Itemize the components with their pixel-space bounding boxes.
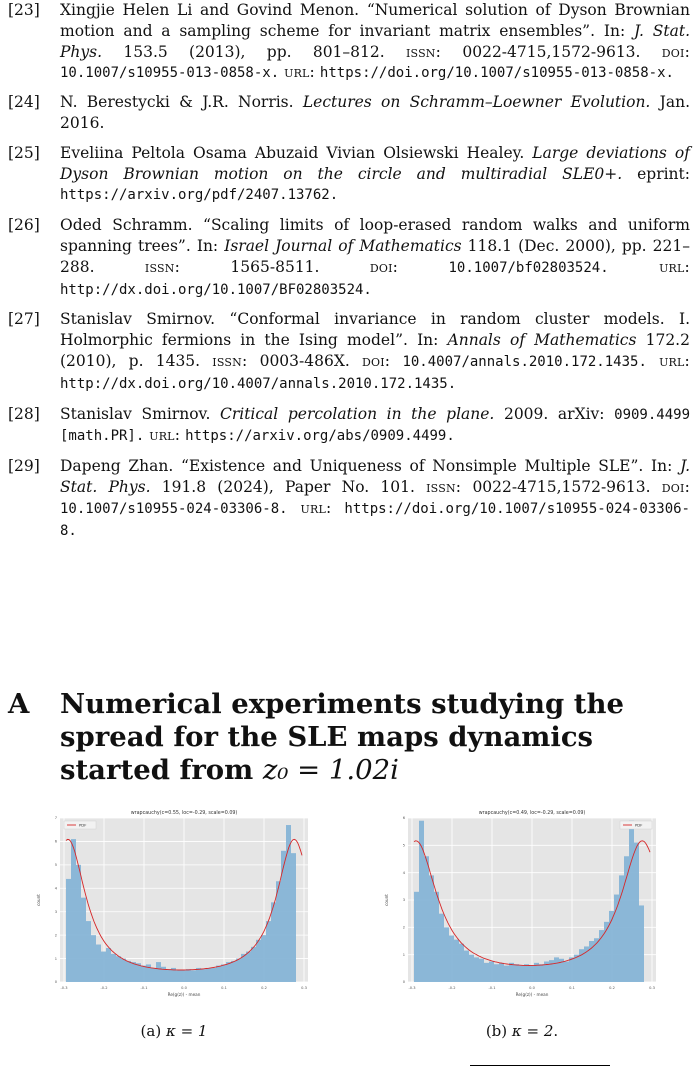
- histogram-bar: [604, 922, 609, 982]
- y-tick-label: 6: [54, 839, 57, 844]
- histogram-bar: [81, 898, 86, 982]
- histogram-bar: [101, 952, 106, 982]
- y-tick-label: 0: [402, 980, 405, 985]
- y-tick-label: 6: [402, 816, 405, 821]
- caption-b: (b) κ = 2.: [485, 1022, 559, 1040]
- histogram-bar: [76, 865, 81, 982]
- section-title: Numerical experiments studying the spread for the SLE maps dynamics started from z₀ = 1.02i: [60, 688, 624, 786]
- histogram-bar: [504, 966, 509, 982]
- reference-url[interactable]: https://doi.org/10.1007/s10955-024-03306-8.: [60, 500, 690, 539]
- footnote-rule: [470, 1065, 610, 1066]
- x-tick-label: 0.3: [301, 986, 307, 990]
- y-tick-label: 0: [54, 980, 57, 985]
- histogram-bar: [216, 966, 221, 982]
- reference-doi[interactable]: 10.1007/bf02803524.: [448, 259, 609, 276]
- histogram-bar: [479, 959, 484, 982]
- x-tick-label: 0.3: [649, 986, 655, 990]
- histogram-bar: [131, 962, 136, 982]
- histogram-bar: [231, 961, 236, 982]
- histogram-bar: [71, 839, 76, 982]
- reference-title: Critical percolation in the plane.: [219, 404, 495, 423]
- reference-27: [27] Stanislav Smirnov. “Conformal invariance in random cluster models. I. Holmorphic fermions in the Ising model”. In: Annals of Mathematics 172.2 (2010), p. 1435. issn: 0003-486X. doi: 10.4007/annals.2010.172.1435. url: http://dx.doi.org/10.4007/annals.2010.172.1435.: [8, 310, 690, 392]
- legend-label: PDF: [79, 822, 87, 828]
- x-tick-label: -0.3: [408, 986, 416, 990]
- reference-issn: 1565-8511.: [230, 257, 320, 276]
- histogram-bar: [281, 851, 286, 982]
- reference-journal: Annals of Mathematics: [447, 331, 637, 350]
- histogram-bar: [271, 902, 276, 982]
- reference-journal: Israel Journal of Mathematics: [224, 236, 462, 255]
- reference-28: [28] Stanislav Smirnov. Critical percolation in the plane. 2009. arXiv: 0909.4499 [math.PR]. url: https://arxiv.org/abs/0909.4499.: [8, 404, 690, 445]
- y-axis-label: count: [36, 894, 41, 906]
- chart-title: wrapcauchy(c=0.49, loc=-0.29, scale=0.09): [478, 811, 586, 816]
- x-tick-label: 0.2: [609, 986, 615, 990]
- reference-issn: 0003-486X.: [259, 351, 350, 370]
- x-tick-label: 0.1: [221, 986, 227, 990]
- reference-number: [28]: [8, 404, 40, 423]
- x-tick-label: 0.1: [569, 986, 575, 990]
- y-tick-label: 4: [402, 870, 405, 875]
- reference-url[interactable]: http://dx.doi.org/10.1007/BF02803524.: [60, 281, 372, 298]
- histogram-bar: [211, 968, 216, 982]
- reference-journal: J. Stat. Phys.: [60, 457, 690, 496]
- reference-authors: Dapeng Zhan.: [60, 457, 174, 476]
- histogram-bar: [464, 951, 469, 982]
- reference-number: [25]: [8, 143, 40, 162]
- histogram-bar: [246, 952, 251, 982]
- figure-b: [378, 800, 666, 1006]
- histogram-bar: [196, 968, 201, 982]
- reference-title: “Numerical solution of Dyson Brownian motion and a sampling scheme for invariant matrix ensembles”.: [60, 1, 690, 40]
- histogram-bar: [539, 964, 544, 982]
- reference-arxiv[interactable]: 0909.4499 [math.PR].: [60, 406, 690, 445]
- histogram-bar: [564, 962, 569, 983]
- histogram-bar: [629, 821, 634, 982]
- reference-title: Lectures on Schramm–Loewner Evolution.: [302, 93, 651, 112]
- reference-issn: 0022-4715,1572-9613.: [472, 477, 651, 496]
- histogram-bar: [86, 921, 91, 982]
- reference-25: [25] Eveliina Peltola Osama Abuzaid Vivian Olsiewski Healey. Large deviations of Dyson Brownian motion on the circle and multiradial SLE0+. eprint: https://arxiv.org/pdf/2407.13762.: [8, 143, 690, 204]
- section-math: z₀ = 1.02i: [262, 754, 399, 786]
- histogram-bar: [241, 954, 246, 982]
- histogram-bar: [414, 892, 419, 982]
- x-tick-label: -0.1: [488, 986, 496, 990]
- histogram-bar: [499, 963, 504, 982]
- x-tick-label: 0.2: [261, 986, 267, 990]
- x-tick-label: 0.0: [529, 986, 535, 990]
- x-tick-label: -0.1: [140, 986, 148, 990]
- reference-url[interactable]: https://doi.org/10.1007/s10955-013-0858-x.: [319, 65, 674, 82]
- reference-url[interactable]: https://arxiv.org/abs/0909.4499.: [185, 428, 455, 445]
- histogram-bar: [554, 957, 559, 982]
- histogram-bar: [276, 881, 281, 982]
- histogram-bar: [449, 936, 454, 982]
- y-tick-label: 4: [54, 886, 57, 891]
- histogram-bar: [509, 963, 514, 982]
- histogram-bar: [191, 970, 196, 982]
- histogram-bar: [514, 964, 519, 982]
- reference-title: “Conformal invariance in random cluster models. I. Holmorphic fermions in the Ising model”.: [60, 310, 690, 350]
- histogram-bar: [106, 948, 111, 982]
- legend-label: PDF: [635, 822, 643, 828]
- histogram-bar: [186, 969, 191, 982]
- y-tick-label: 5: [54, 863, 57, 868]
- histogram-bar: [619, 875, 624, 982]
- histogram-bar: [266, 921, 271, 982]
- reference-title: “Existence and Uniqueness of Nonsimple Multiple SLE”.: [180, 457, 644, 476]
- x-tick-label: -0.2: [100, 986, 108, 990]
- histogram-bar: [494, 964, 499, 982]
- histogram-bar: [589, 941, 594, 982]
- histogram-bar: [256, 940, 261, 982]
- histogram-bar: [434, 892, 439, 982]
- histogram-chart-a: [30, 800, 318, 1006]
- reference-issn: 0022-4715,1572-9613.: [462, 42, 641, 61]
- histogram-bar: [569, 957, 574, 982]
- reference-eprint[interactable]: https://arxiv.org/pdf/2407.13762.: [60, 187, 339, 204]
- histogram-bar: [459, 944, 464, 982]
- x-axis-label: Re(g(z)) - mean: [515, 992, 549, 997]
- histogram-bar: [419, 821, 424, 982]
- histogram-bar: [524, 964, 529, 982]
- histogram-bar: [156, 962, 161, 982]
- reference-23: [23] Xingjie Helen Li and Govind Menon. “Numerical solution of Dyson Brownian motion and a sampling scheme for invariant matrix ensembles”. In: J. Stat. Phys. 153.5 (2013), pp. 801–812. issn: 0022-4715,1572-9613. doi: 10.1007/s10955-013-0858-x. url: https://doi.org/10.1007/s10955-013-0858-x.: [8, 1, 690, 82]
- histogram-chart-b: [378, 800, 666, 1006]
- reference-doi[interactable]: 10.1007/s10955-024-03306-8.: [60, 500, 288, 517]
- reference-details: 2009. arXiv:: [503, 404, 605, 423]
- histogram-bar: [439, 914, 444, 982]
- histogram-bar: [469, 955, 474, 982]
- histogram-bar: [181, 970, 186, 982]
- histogram-bar: [639, 905, 644, 982]
- reference-authors: N. Berestycki & J.R. Norris.: [60, 93, 294, 112]
- reference-title: Large deviations of Dyson Brownian motion on the circle and multiradial SLE0+.: [60, 143, 690, 183]
- reference-doi[interactable]: 10.4007/annals.2010.172.1435.: [402, 353, 647, 370]
- x-axis-label: Re(g(z)) - mean: [167, 992, 201, 997]
- histogram-bar: [429, 875, 434, 982]
- histogram-bar: [484, 963, 489, 982]
- histogram-bar: [624, 856, 629, 982]
- bibliography: [8, 0, 690, 550]
- reference-url[interactable]: http://dx.doi.org/10.4007/annals.2010.172.1435.: [60, 375, 457, 392]
- section-label: A: [8, 688, 30, 720]
- y-tick-label: 7: [54, 816, 57, 821]
- x-tick-label: -0.2: [448, 986, 456, 990]
- reference-details: Jan. 2016.: [60, 93, 691, 132]
- y-tick-label: 1: [54, 956, 57, 961]
- reference-journal: J. Stat. Phys.: [60, 21, 690, 61]
- reference-authors: Eveliina Peltola Osama Abuzaid Vivian Olsiewski Healey.: [60, 143, 525, 162]
- histogram-bar: [529, 966, 534, 982]
- reference-authors: Xingjie Helen Li and Govind Menon.: [60, 1, 360, 19]
- histogram-bar: [634, 843, 639, 982]
- histogram-bar: [236, 959, 241, 982]
- histogram-bar: [166, 969, 171, 982]
- histogram-bar: [96, 945, 101, 982]
- histogram-bar: [221, 964, 226, 982]
- histogram-bar: [91, 935, 96, 982]
- histogram-bar: [251, 947, 256, 982]
- reference-doi[interactable]: 10.1007/s10955-013-0858-x.: [60, 65, 280, 82]
- histogram-bar: [454, 940, 459, 982]
- histogram-bar: [66, 879, 71, 982]
- histogram-bar: [121, 959, 126, 982]
- histogram-bar: [226, 962, 231, 982]
- chart-title: wrapcauchy(c=0.55, loc=-0.29, scale=0.09): [130, 811, 238, 816]
- y-tick-label: 2: [402, 925, 405, 930]
- figure-a: [30, 800, 318, 1006]
- y-tick-label: 5: [402, 843, 405, 848]
- reference-title: “Scaling limits of loop-erased random walks and uniform spanning trees”.: [60, 216, 690, 255]
- y-tick-label: 2: [54, 933, 57, 938]
- histogram-bar: [444, 927, 449, 982]
- y-tick-label: 3: [402, 898, 405, 903]
- histogram-bar: [126, 961, 131, 982]
- histogram-bar: [176, 970, 181, 982]
- reference-26: [26] Oded Schramm. “Scaling limits of loop-erased random walks and uniform spanning trees”. In: Israel Journal of Mathematics 118.1 (Dec. 2000), pp. 221–288. issn: 1565-8511. doi: 10.1007/bf02803524. url: http://dx.doi.org/10.1007/BF02803524.: [8, 216, 690, 298]
- histogram-bar: [261, 935, 266, 982]
- histogram-bar: [206, 968, 211, 982]
- reference-authors: Stanislav Smirnov.: [60, 310, 216, 329]
- histogram-bar: [111, 954, 116, 982]
- histogram-bar: [201, 969, 206, 982]
- x-tick-label: 0.0: [181, 986, 187, 990]
- caption-a: (a) κ = 1: [140, 1022, 208, 1040]
- reference-authors: Stanislav Smirnov.: [60, 404, 211, 423]
- reference-29: [29] Dapeng Zhan. “Existence and Uniqueness of Nonsimple Multiple SLE”. In: J. Stat. Phys. 191.8 (2024), Paper No. 101. issn: 0022-4715,1572-9613. doi: 10.1007/s10955-024-03306-8. url: https://doi.org/10.1007/s10955-024-03306-8.: [8, 457, 690, 539]
- histogram-bar: [519, 966, 524, 982]
- y-tick-label: 3: [54, 909, 57, 914]
- histogram-bar: [609, 911, 614, 982]
- y-tick-label: 1: [402, 952, 405, 957]
- reference-details: 191.8 (2024), Paper No. 101.: [161, 477, 415, 496]
- reference-details: 118.1 (Dec. 2000), pp. 221–288.: [60, 236, 690, 276]
- histogram-bar: [474, 957, 479, 982]
- histogram-bar: [424, 856, 429, 982]
- reference-number: [24]: [8, 93, 40, 112]
- histogram-bar: [116, 956, 121, 982]
- y-axis-label: count: [384, 894, 389, 906]
- reference-number: [26]: [8, 216, 40, 235]
- histogram-bar: [574, 955, 579, 982]
- reference-24: [8, 92, 690, 134]
- reference-details: 153.5 (2013), pp. 801–812.: [123, 42, 385, 61]
- reference-authors: Oded Schramm.: [60, 216, 193, 235]
- reference-number: [29]: [8, 457, 40, 476]
- histogram-bar: [151, 968, 156, 982]
- x-tick-label: -0.3: [60, 986, 68, 990]
- histogram-bar: [489, 962, 494, 983]
- histogram-bar: [291, 853, 296, 982]
- reference-details: 172.2 (2010), p. 1435.: [60, 331, 690, 370]
- histogram-bar: [141, 966, 146, 982]
- reference-number: [23]: [8, 1, 40, 19]
- reference-number: [27]: [8, 310, 40, 329]
